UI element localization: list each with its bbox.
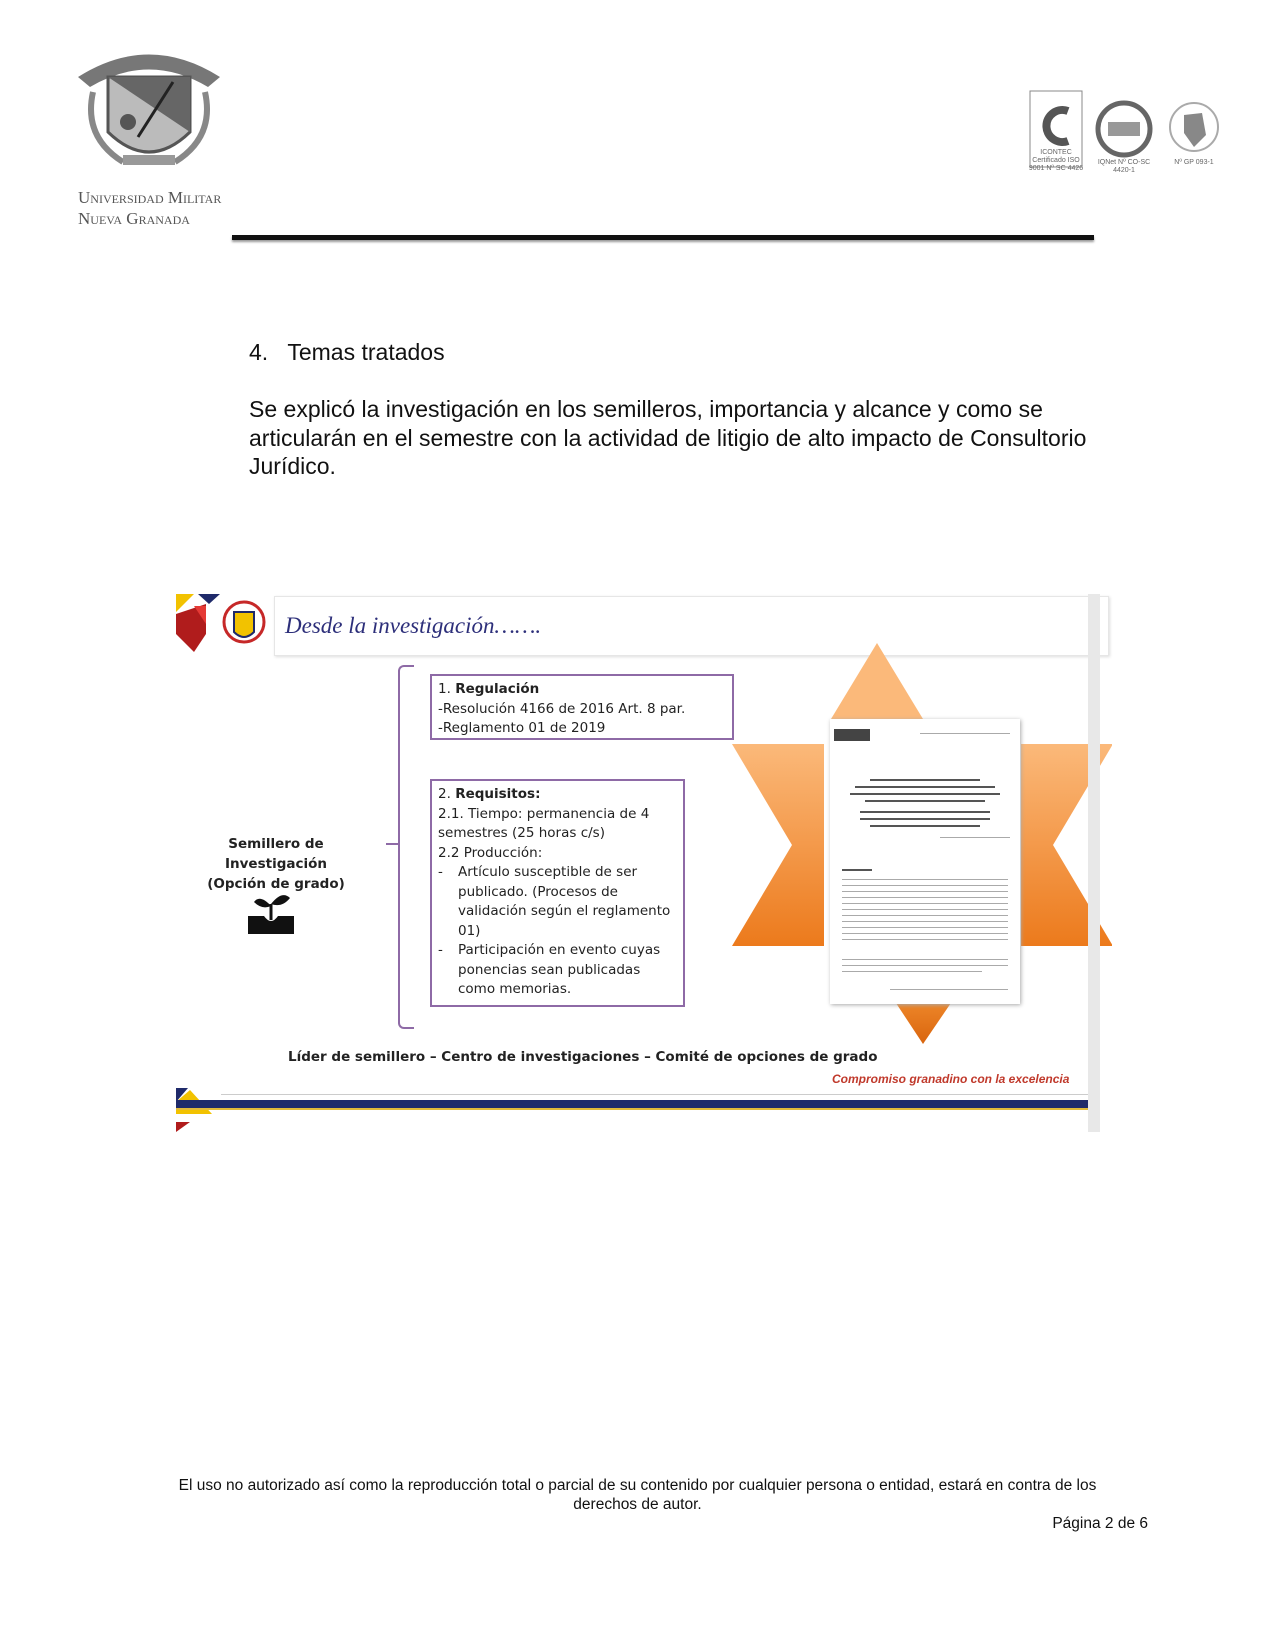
regulation-box <box>430 674 734 740</box>
embedded-slide <box>176 594 1151 1158</box>
semillero-label <box>176 834 376 894</box>
university-crest-icon <box>68 37 230 187</box>
box1-title: Regulación <box>455 681 540 697</box>
box2-bullet: - Participación en evento cuyas ponencias sean publicadas como memorias. <box>438 942 661 997</box>
section-paragraph: Se explicó la investigación en los semilleros, importancia y alcance y como se articularán en el semestre con la actividad de litigio de alto impacto de Consultorio Jurídico. <box>249 396 1087 479</box>
section-title: Temas tratados <box>287 339 445 365</box>
box2-bullet-text: Artículo susceptible de ser publicado. (Procesos de validación según el reglamento 01) <box>458 864 671 939</box>
logo-text-line1: Universidad Militar <box>78 188 222 207</box>
box1-number: 1. <box>438 681 451 697</box>
box2-title: Requisitos: <box>455 786 541 802</box>
copyright-notice: El uso no autorizado así como la reproducción total o parcial de su contenido por cualquier persona o entidad, estará en contra de los derechos de autor. <box>178 1477 1097 1513</box>
slide-footer-gold-line <box>176 1108 1088 1110</box>
certification-logos <box>1026 89 1226 209</box>
down-triangle-icon <box>892 997 955 1044</box>
semillero-label-line1: Semillero de Investigación <box>225 836 327 872</box>
grouping-bracket <box>398 665 414 1029</box>
semillero-label-line2: (Opción de grado) <box>207 876 345 892</box>
slide-logo-icon <box>176 594 268 654</box>
plant-seedling-icon <box>248 892 294 934</box>
section-number: 4. <box>249 339 269 365</box>
icontec-certification-caption: ICONTEC Certificado ISO 9001 Nº SC 4426 <box>1028 149 1084 172</box>
header-divider <box>232 235 1094 240</box>
slide-right-edge <box>1088 594 1100 1132</box>
grouping-bracket-tip <box>386 843 398 845</box>
cc-license-icon <box>834 729 870 741</box>
slide-footer-bar <box>176 1100 1088 1108</box>
article-thumbnail <box>830 719 1020 1004</box>
box2-bullet-text: Participación en evento cuyas ponencias sean publicadas como memorias. <box>458 942 661 997</box>
box2-bullet: - Artículo susceptible de ser publicado. (Procesos de validación según el reglamento 01) <box>438 864 671 939</box>
iqnet-certification-caption: IQNet Nº CO-SC 4420-1 <box>1097 159 1151 174</box>
box2-number: 2. <box>438 786 451 802</box>
box1-line: -Resolución 4166 de 2016 Art. 8 par. <box>438 700 686 717</box>
logo-text-line2: Nueva Granada <box>78 209 190 228</box>
section-heading <box>249 339 445 366</box>
slide-footer-line <box>221 1094 1088 1095</box>
left-chevron-shape <box>732 744 824 946</box>
up-triangle-icon <box>831 643 923 719</box>
university-logo <box>68 37 230 232</box>
responsible-parties-label: Líder de semillero – Centro de investigaciones – Comité de opciones de grado <box>288 1049 878 1065</box>
box2-time-requirement: 2.1. Tiempo: permanencia de 4 semestres (25 horas c/s) <box>438 805 650 841</box>
page-number: Página 2 de 6 <box>1052 1515 1148 1532</box>
gp-certification-caption: Nº GP 093-1 <box>1174 159 1214 166</box>
slide-motto: Compromiso granadino con la excelencia <box>832 1072 1070 1086</box>
requirements-box <box>430 779 685 1007</box>
box2-production-label: 2.2 Producción: <box>438 844 543 861</box>
slide-title: Desde la investigación……. <box>285 613 542 638</box>
box1-line: -Reglamento 01 de 2019 <box>438 720 606 736</box>
